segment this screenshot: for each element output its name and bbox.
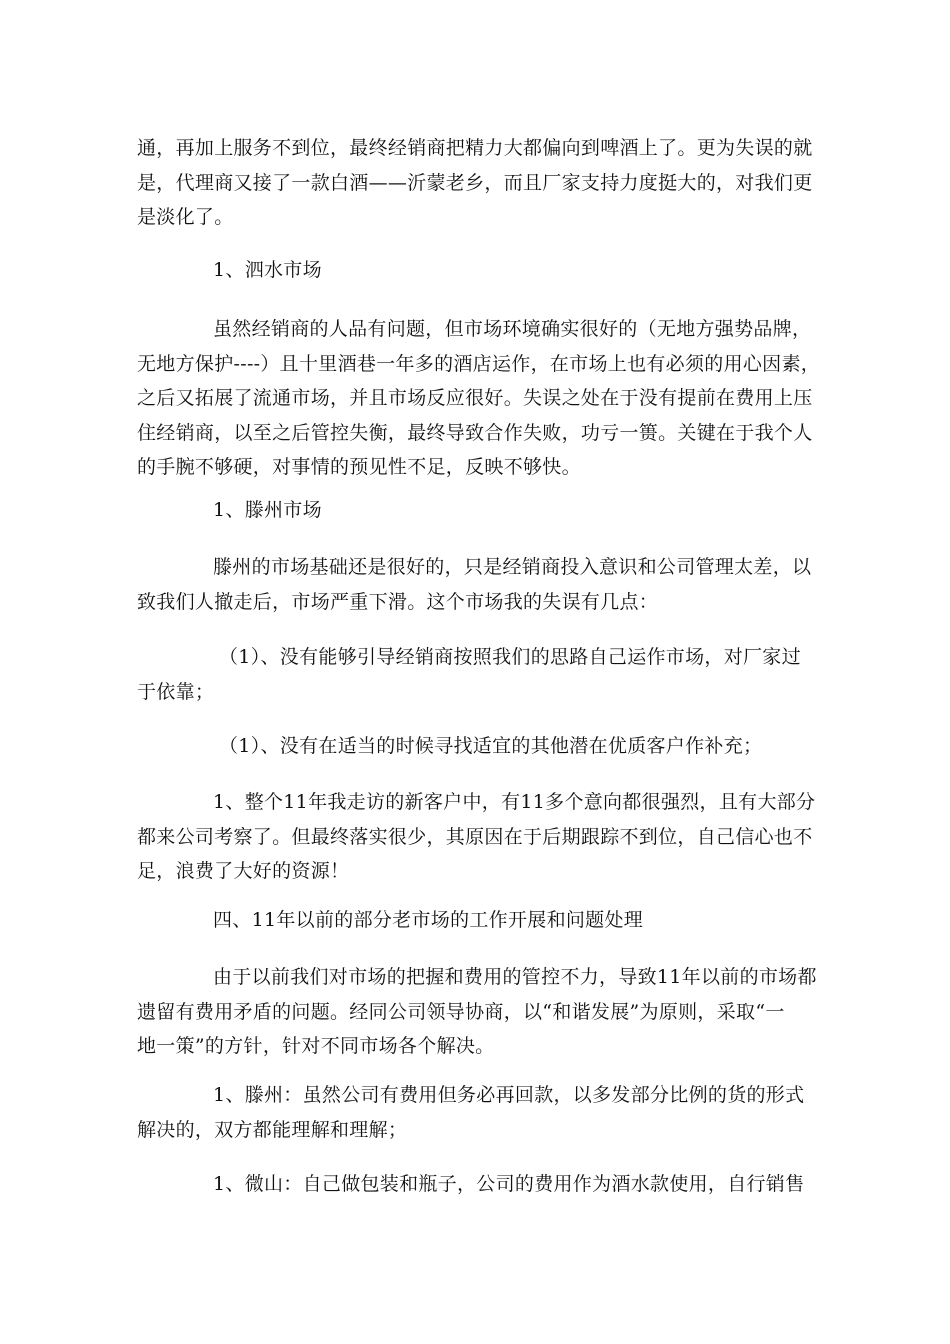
text-line: 由于以前我们对市场的把握和费用的管控不力，导致11年以前的市场都: [213, 966, 817, 988]
heading-tengzhou-market: [137, 493, 815, 528]
text-line: 1、滕州：虽然公司有费用但务必再回款，以多发部分比例的货的形式: [213, 1084, 805, 1106]
text-line: 于依靠；: [137, 680, 215, 703]
text-line: （1）、没有在适当的时候寻找适宜的其他潜在优质客户作补充；: [219, 735, 763, 757]
list-item-guidance: [137, 640, 815, 709]
text-line: 通，再加上服务不到位，最终经销商把精力大都偏向到啤酒上了。更为失误的就: [137, 137, 813, 159]
section-heading-old-markets: [137, 903, 815, 938]
text-line: 无地方保护----）且十里酒巷一年多的酒店运作，在市场上也有必须的用心因素，: [137, 352, 821, 375]
text-line: 地一策”的方针，针对不同市场各个解决。: [137, 1035, 495, 1057]
text-line: 之后又拓展了流通市场，并且市场反应很好。失误之处在于没有提前在费用上压: [137, 387, 813, 409]
text-line: 住经销商，以至之后管控失衡，最终导致合作失败，功亏一篑。关键在于我个人: [137, 421, 813, 444]
text-line: 四、11年以前的部分老市场的工作开展和问题处理: [213, 909, 644, 931]
text-line: 1、滕州市场: [213, 499, 322, 521]
text-line: 滕州的市场基础还是很好的，只是经销商投入意识和公司管理太差，以: [213, 556, 812, 578]
paragraph-new-clients: [137, 785, 815, 889]
paragraph-beer-shift: [137, 131, 815, 235]
text-line: 是，代理商又接了一款白酒——沂蒙老乡，而且厂家支持力度挺大的，对我们更: [137, 171, 813, 194]
text-line: 解决的，双方都能理解和理解；: [137, 1118, 408, 1141]
text-line: 遗留有费用矛盾的问题。经同公司领导协商，以“和谐发展”为原则，采取“一: [137, 1000, 785, 1023]
paragraph-weishan-resolution: [137, 1167, 815, 1202]
heading-sishui-market: [137, 253, 815, 288]
paragraph-sishui-analysis: [137, 312, 821, 485]
text-line: 1、整个11年我走访的新客户中，有11多个意向都很强烈，且有大部分: [213, 791, 816, 813]
text-line: 虽然经销商的人品有问题，但市场环境确实很好的（无地方强势品牌，: [213, 318, 812, 340]
paragraph-old-markets-intro: [137, 960, 815, 1064]
text-line: 都来公司考察了。但最终落实很少，其原因在于后期跟踪不到位，自己信心也不: [137, 825, 813, 848]
text-line: 的手腕不够硬，对事情的预见性不足，反映不够快。: [137, 456, 581, 478]
text-line: （1）、没有能够引导经销商按照我们的思路自己运作市场，对厂家过: [219, 646, 801, 668]
text-line: 1、微山：自己做包装和瓶子，公司的费用作为酒水款使用，自行销售: [213, 1173, 805, 1195]
text-line: 1、泗水市场: [213, 259, 322, 281]
text-line: 足，浪费了大好的资源！: [137, 860, 350, 882]
paragraph-tengzhou-resolution: [137, 1078, 815, 1147]
list-item-new-customers: [137, 729, 815, 764]
text-line: 致我们人撤走后，市场严重下滑。这个市场我的失误有几点：: [137, 590, 659, 613]
text-line: 是淡化了。: [137, 206, 234, 228]
paragraph-tengzhou-analysis: [137, 550, 815, 619]
